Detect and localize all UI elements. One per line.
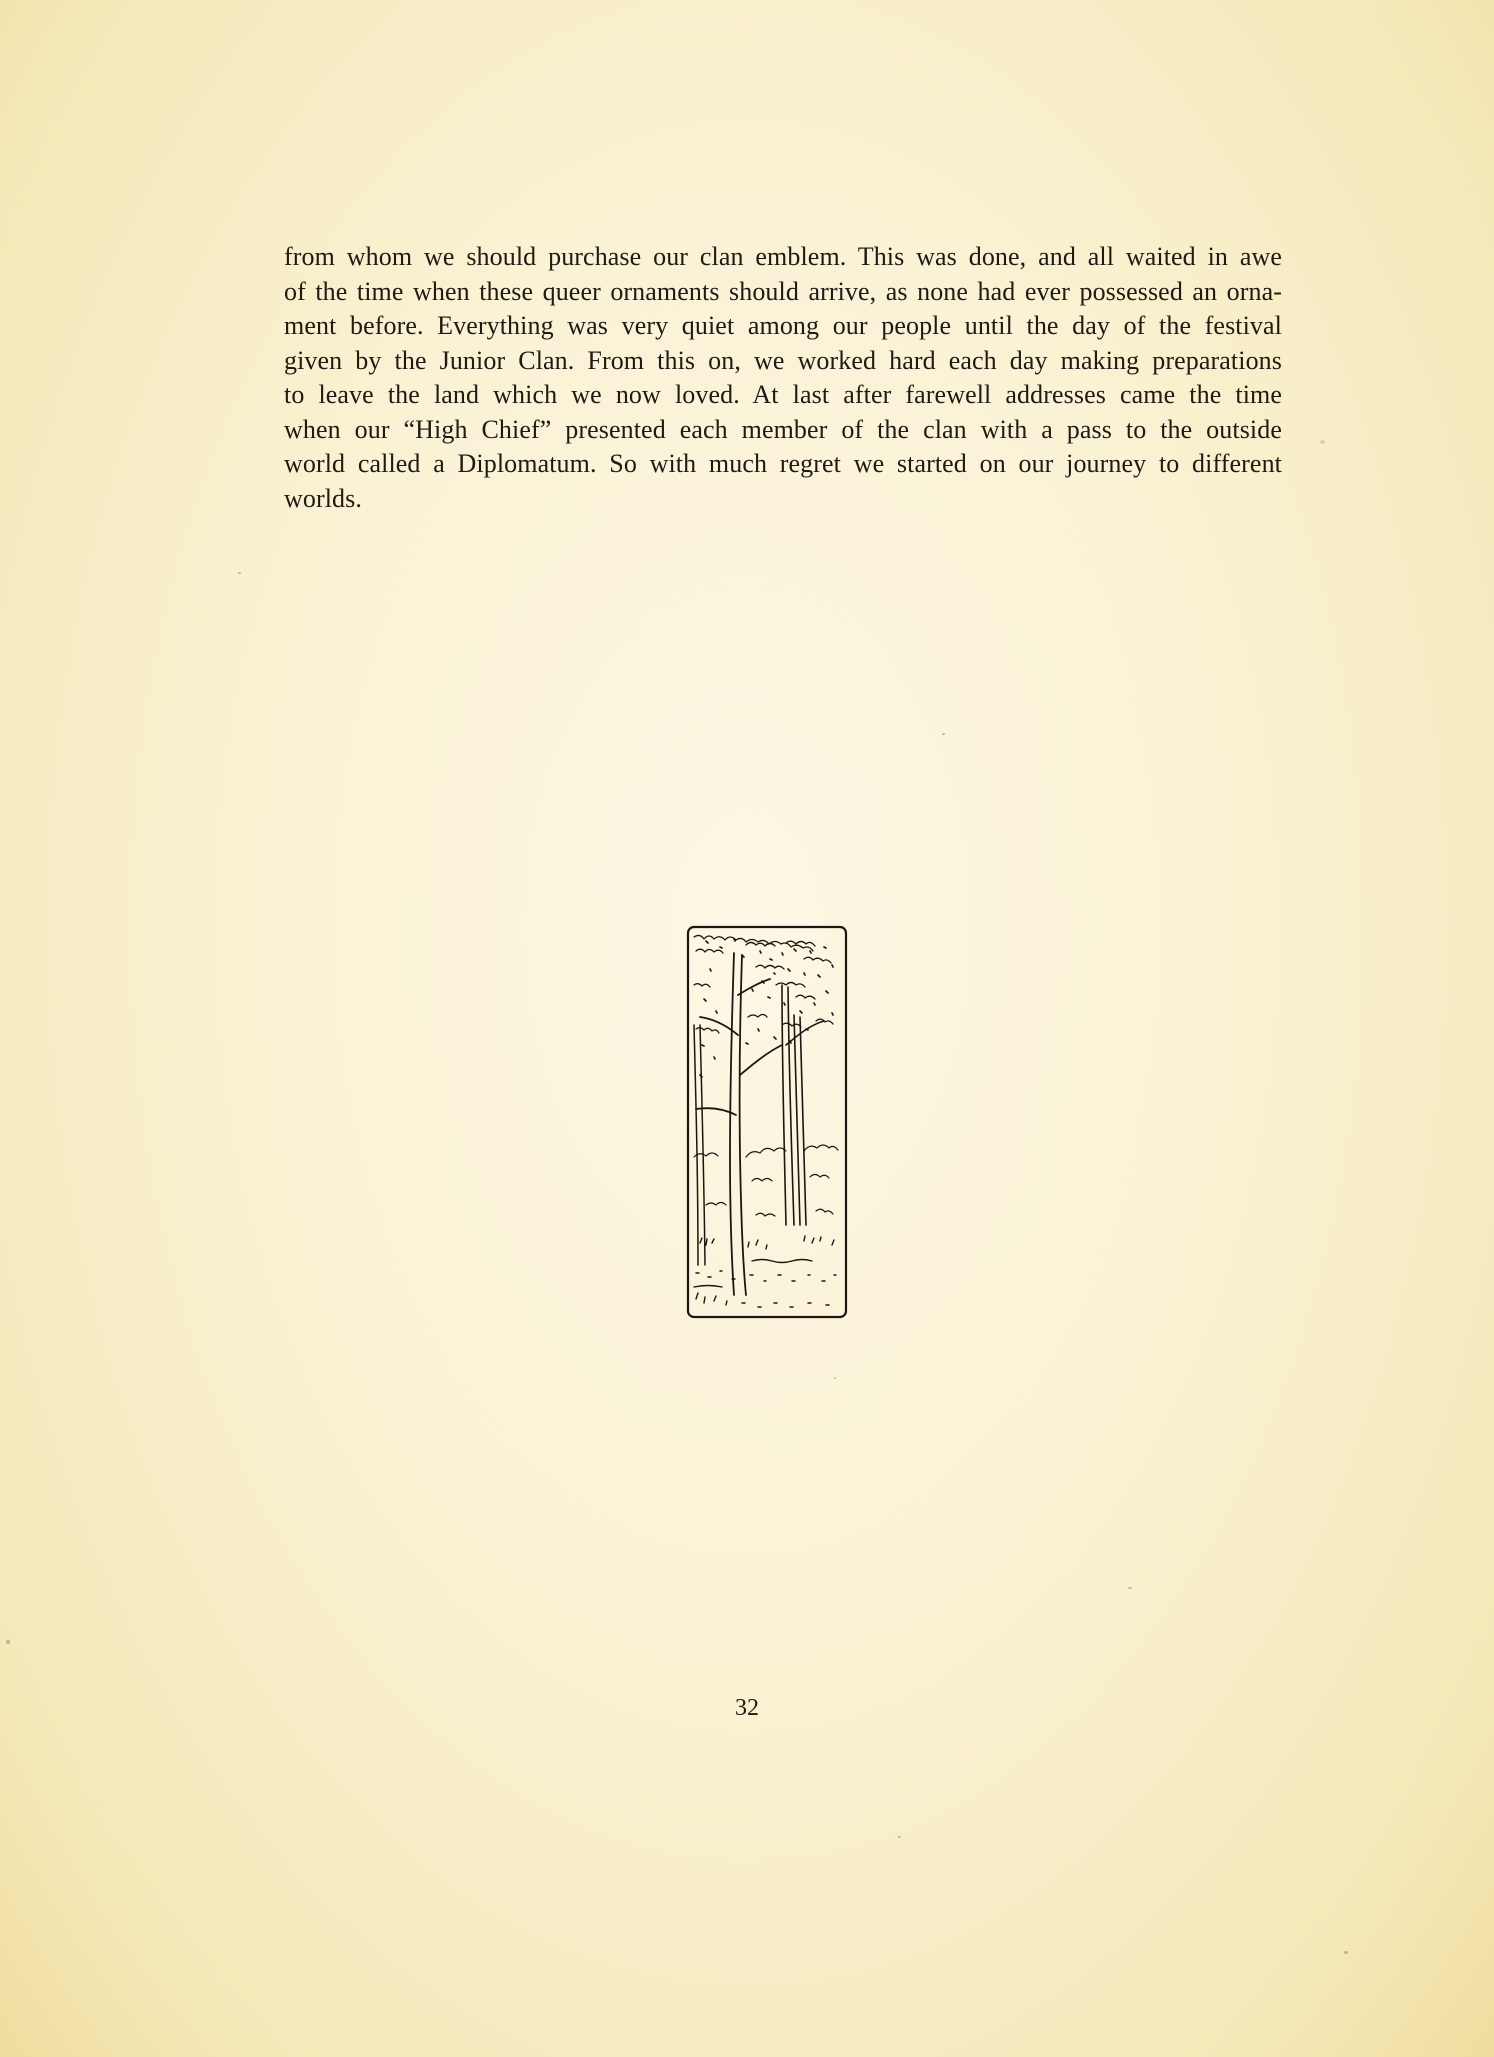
paper-speck bbox=[238, 572, 241, 574]
text-line: of the time when these queer ornaments should arrive, as none had ever possessed an orna- bbox=[284, 276, 1282, 306]
forest-trees-vignette-icon bbox=[686, 925, 848, 1319]
text-line: worlds. bbox=[284, 483, 362, 513]
text-line: to leave the land which we now loved. At last after farewell addresses came the time bbox=[284, 380, 1282, 409]
paper-speck bbox=[942, 733, 945, 735]
paper-speck bbox=[6, 1640, 10, 1644]
text-line: ment before. Everything was very quiet among our people until the day of the festival bbox=[284, 311, 1282, 340]
page-number: 32 bbox=[735, 1695, 759, 1721]
paper-speck bbox=[1128, 1587, 1132, 1589]
body-paragraph bbox=[284, 240, 1282, 516]
text-line: when our “High Chief” presented each member of the clan with a pass to the outside bbox=[284, 414, 1282, 444]
paper-speck bbox=[1344, 1951, 1348, 1954]
text-line: world called a Diplomatum. So with much regret we started on our journey to different bbox=[284, 449, 1282, 478]
text-line: given by the Junior Clan. From this on, we worked hard each day making preparations bbox=[284, 345, 1282, 375]
paper-speck bbox=[898, 1836, 901, 1838]
text-line: from whom we should purchase our clan emblem. This was done, and all waited in awe bbox=[284, 242, 1282, 271]
paper-speck bbox=[834, 1377, 836, 1379]
paper-speck bbox=[1320, 440, 1325, 444]
